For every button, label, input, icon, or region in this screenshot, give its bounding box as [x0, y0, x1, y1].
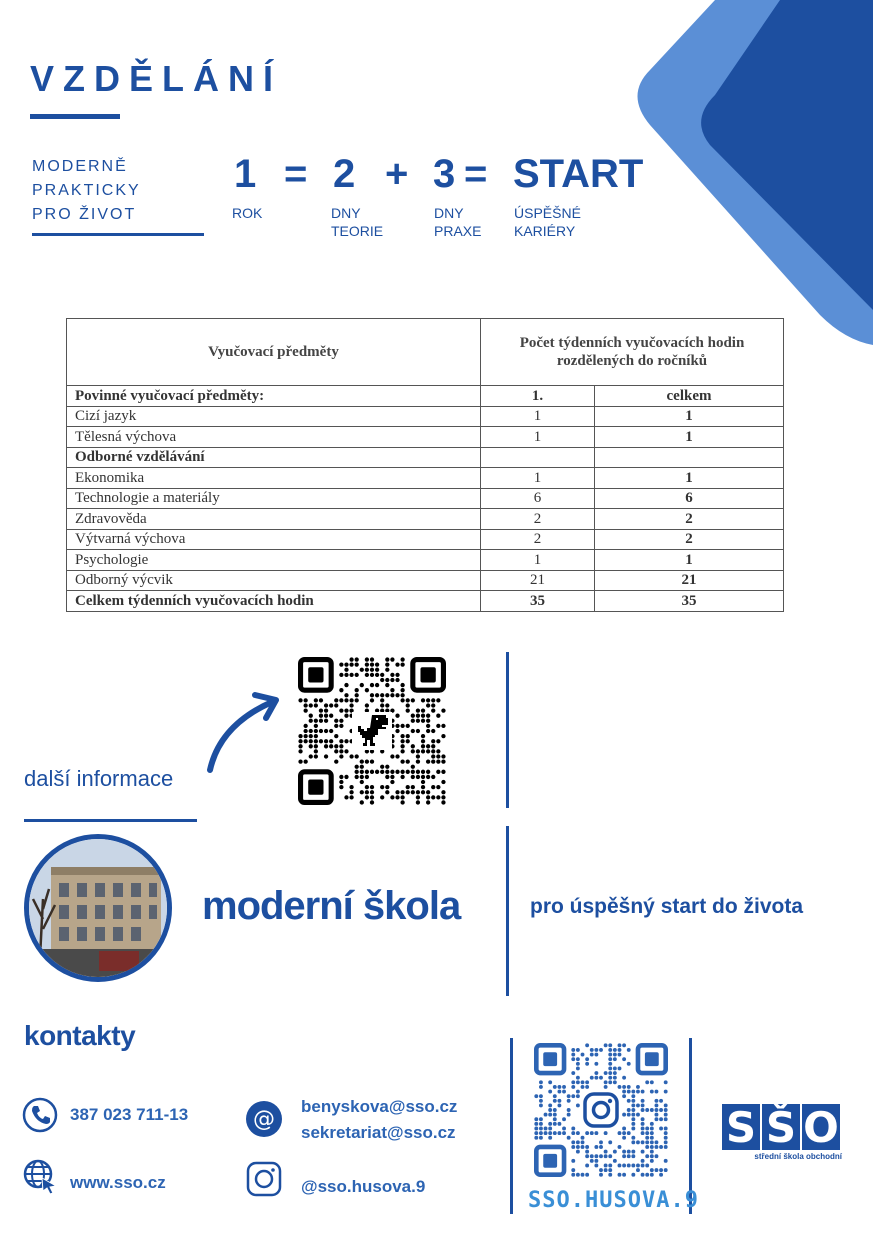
logo-letter: Š — [762, 1104, 800, 1150]
total-year: 35 — [481, 591, 595, 612]
year-cell: 1 — [481, 427, 595, 448]
year-cell: 2 — [481, 529, 595, 550]
year-cell: 2 — [481, 509, 595, 530]
total-cell: 1 — [595, 406, 784, 427]
logo-letter: O — [803, 1102, 839, 1152]
table-row — [67, 468, 784, 489]
school-name: moderní škola — [202, 884, 461, 928]
equation-theory-label-1: DNY — [331, 205, 361, 221]
table-row — [67, 550, 784, 571]
year-cell: 21 — [481, 570, 595, 591]
equation-equals-1: = — [284, 152, 308, 196]
subject-cell: Cizí jazyk — [67, 406, 481, 427]
total-cell: 1 — [595, 468, 784, 489]
dino-icon — [352, 712, 392, 750]
corner-decoration — [620, 0, 873, 350]
divider-vertical-middle — [506, 826, 509, 996]
table-row — [67, 386, 784, 407]
instagram-handle[interactable]: @sso.husova.9 — [301, 1177, 426, 1196]
year-cell: 1 — [481, 468, 595, 489]
subject-cell: Ekonomika — [67, 468, 481, 489]
subject-cell: Technologie a materiály — [67, 488, 481, 509]
total-cell: 21 — [595, 570, 784, 591]
table-row — [67, 447, 784, 468]
table-row — [67, 509, 784, 530]
instagram-qr-icon — [580, 1089, 622, 1131]
page-title: VZDĚLÁNÍ — [30, 58, 282, 99]
equation-year-label: ROK — [232, 205, 263, 221]
slogan: pro úspěšný start do života — [530, 895, 804, 918]
email-2[interactable]: sekretariat@sso.cz — [301, 1123, 456, 1142]
subject-cell: Výtvarná výchova — [67, 529, 481, 550]
equation-year-number: 1 — [234, 152, 257, 196]
section-mandatory: Povinné vyučovací předměty: — [67, 386, 481, 407]
table-row — [67, 570, 784, 591]
equation-plus: + — [385, 152, 409, 196]
title-underline — [30, 114, 120, 119]
sso-logo — [722, 1104, 842, 1161]
globe-icon — [22, 1158, 58, 1194]
equation-theory-number: 2 — [333, 152, 356, 196]
at-icon — [246, 1101, 282, 1137]
subject-cell: Zdravověda — [67, 509, 481, 530]
total-label: Celkem týdenních vyučovacích hodin — [67, 591, 481, 612]
subject-cell: Tělesná výchova — [67, 427, 481, 448]
divider-vertical-top — [506, 652, 509, 808]
motto-line-2: PRAKTICKY — [32, 182, 141, 199]
equation-practice-label-1: DNY — [434, 205, 464, 221]
year-cell: 6 — [481, 488, 595, 509]
table-row — [67, 427, 784, 448]
equation-equals-2: = — [464, 152, 488, 196]
more-info-underline — [24, 819, 197, 822]
equation-start-label-2: KARIÉRY — [514, 223, 576, 239]
equation-practice-label-2: PRAXE — [434, 223, 482, 239]
phone-icon — [22, 1097, 58, 1133]
subject-cell: Psychologie — [67, 550, 481, 571]
total-cell: 6 — [595, 488, 784, 509]
email-1[interactable]: benyskova@sso.cz — [301, 1097, 458, 1116]
logo-subtitle: střední škola obchodní — [754, 1152, 842, 1161]
insta-divider-left — [510, 1038, 513, 1214]
year-cell: 1 — [481, 550, 595, 571]
table-row — [67, 406, 784, 427]
col-year: 1. — [481, 386, 595, 407]
table-total-row — [67, 591, 784, 612]
instagram-caption: SSO.HUSOVA.9 — [528, 1188, 699, 1213]
arrow-icon — [200, 690, 285, 775]
total-cell: 2 — [595, 509, 784, 530]
motto-line-3: PRO ŽIVOT — [32, 206, 137, 223]
motto-underline — [32, 233, 204, 236]
total-cell: 1 — [595, 550, 784, 571]
motto-line-1: MODERNĚ — [32, 158, 128, 175]
svg-text:@: @ — [253, 1107, 275, 1132]
subjects-table — [66, 318, 784, 612]
total-cell: 1 — [595, 427, 784, 448]
contacts-title: kontakty — [24, 1020, 136, 1051]
more-info-label: další informace — [24, 766, 174, 791]
equation-theory-label-2: TEORIE — [331, 223, 384, 239]
school-photo — [24, 834, 172, 982]
header-hours: Počet týdenních vyučovacích hodin rozdělených do ročníků — [481, 319, 784, 386]
total-cell: 2 — [595, 529, 784, 550]
year-cell: 1 — [481, 406, 595, 427]
equation-practice-number: 3 — [433, 152, 456, 196]
total-total: 35 — [595, 591, 784, 612]
phone-number[interactable]: 387 023 711-13 — [70, 1105, 189, 1124]
equation-start-label-1: ÚSPĚŠNÉ — [514, 205, 581, 221]
instagram-icon — [246, 1161, 282, 1197]
section-professional: Odborné vzdělávání — [67, 447, 481, 468]
col-total: celkem — [595, 386, 784, 407]
table-row — [67, 529, 784, 550]
subject-cell: Odborný výcvik — [67, 570, 481, 591]
website-link[interactable]: www.sso.cz — [70, 1173, 166, 1192]
header-subjects: Vyučovací předměty — [67, 319, 481, 386]
equation-start: START — [513, 152, 644, 196]
table-row — [67, 488, 784, 509]
table-header-row — [67, 319, 784, 386]
logo-letter: S — [722, 1104, 760, 1150]
